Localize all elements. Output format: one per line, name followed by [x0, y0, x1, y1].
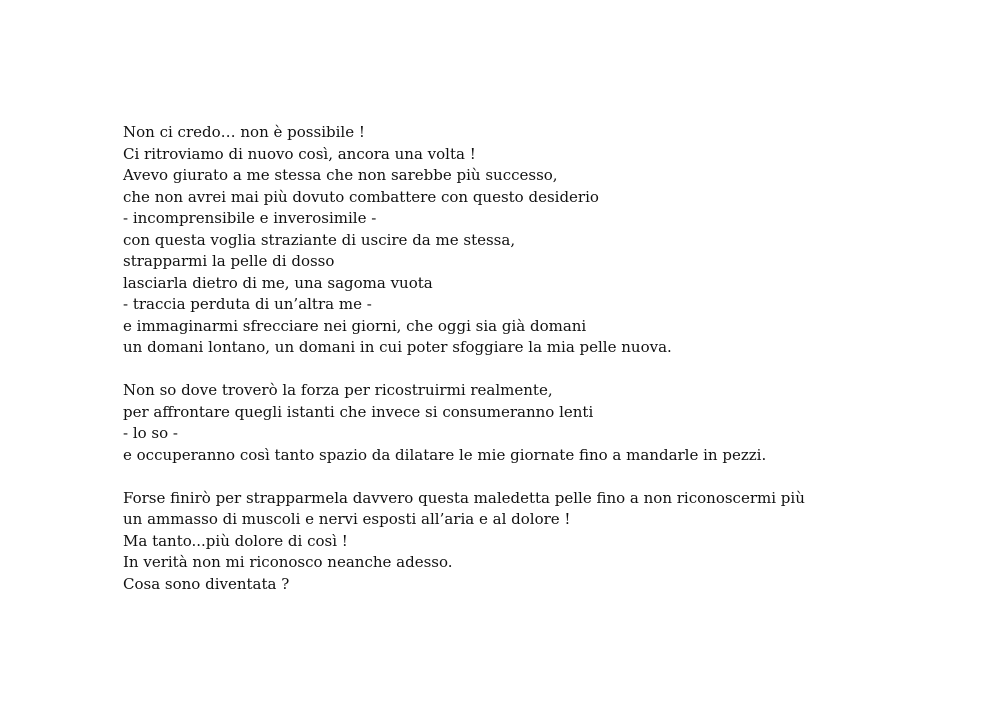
poem-line: che non avrei mai più dovuto combattere con questo desiderio [123, 187, 599, 206]
poem-line: lasciarla dietro di me, una sagoma vuota [123, 273, 433, 292]
stanza-3 [123, 488, 943, 596]
stanza-1 [123, 122, 943, 359]
poem-line: Non so dove troverò la forza per ricostruirmi realmente, [123, 381, 553, 399]
poem-line: Non ci credo… non è possibile ! [123, 123, 365, 141]
poem-line: - lo so - [123, 424, 178, 442]
poem-line: con questa voglia straziante di uscire da me stessa, [123, 230, 516, 249]
poem-line: Avevo giurato a me stessa che non sarebbe più successo, [123, 166, 558, 184]
stanza-2 [123, 380, 943, 466]
poem-text [123, 122, 943, 617]
poem-line: Forse finirò per strapparmela davvero questa maledetta pelle fino a non riconoscermi più [123, 488, 805, 507]
poem-line: Ma tanto...più dolore di così ! [123, 531, 348, 550]
poem-line: - traccia perduta di un’altra me - [123, 295, 372, 313]
poem-line: In verità non mi riconosco neanche adesso. [123, 553, 453, 571]
poem-line: un domani lontano, un domani in cui poter sfoggiare la mia pelle nuova. [123, 338, 672, 356]
poem-line: strapparmi la pelle di dosso [123, 252, 335, 270]
poem-line: per affrontare quegli istanti che invece si consumeranno lenti [123, 402, 594, 421]
poem-line: e occuperanno così tanto spazio da dilatare le mie giornate fino a mandarle in pezzi. [123, 445, 767, 464]
poem-line: - incomprensibile e inverosimile - [123, 209, 377, 227]
poem-line: un ammasso di muscoli e nervi esposti all’aria e al dolore ! [123, 510, 571, 528]
poem-line: Ci ritroviamo di nuovo così, ancora una volta ! [123, 144, 476, 163]
poem-line: Cosa sono diventata ? [123, 574, 290, 593]
poem-line: e immaginarmi sfrecciare nei giorni, che oggi sia già domani [123, 316, 587, 335]
